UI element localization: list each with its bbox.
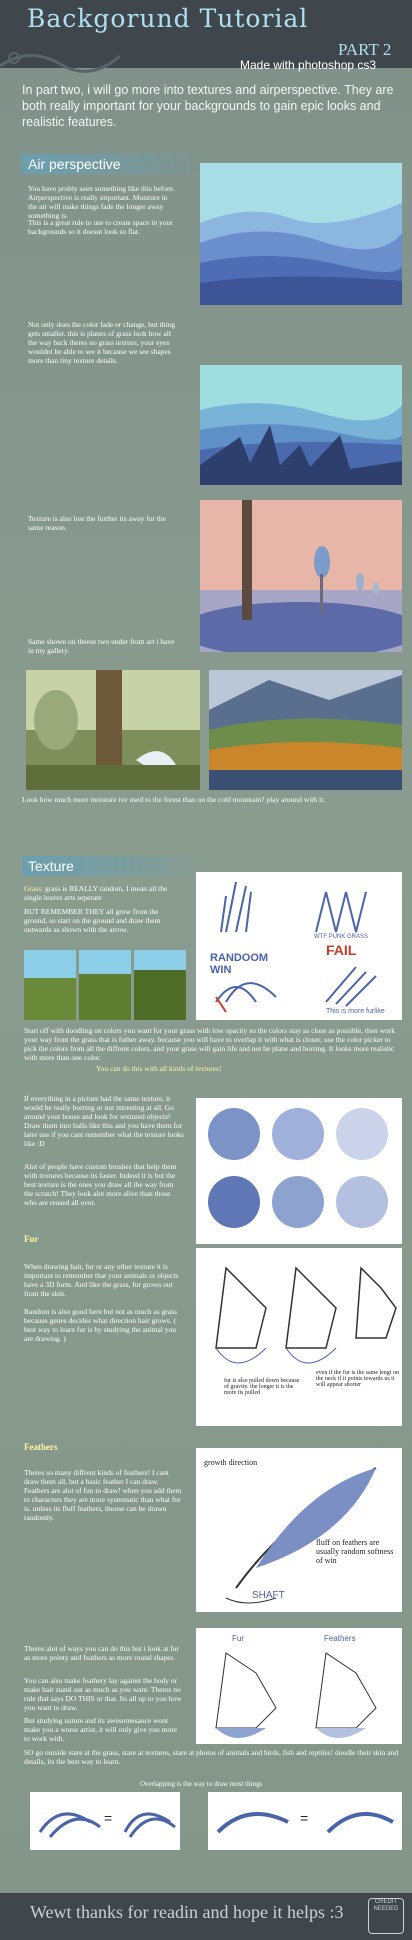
feathers-column-label: Feathers bbox=[324, 1634, 356, 1643]
grass-steps-image bbox=[24, 950, 186, 1020]
made-with-label: Made with photoshop cs3 bbox=[240, 58, 377, 72]
texture-paragraph-2: Alot of people have custom brushes that help them with textures because its faster. Indeed it is but the best texture is the ones you draw all the way from the scratch! They look alot more alive than those who are reused all over. bbox=[24, 1162, 177, 1207]
grass-paragraph-2: BUT REMEMBER THEY all grow from the ground, so start on the ground and draw them outwards as shown with the arrow. bbox=[24, 907, 161, 934]
equals-sign-1: = bbox=[104, 1810, 113, 1826]
fur-paragraph-2: Random is also good here but not as much as grass because genes decides what direction hair grows. ( best way to learn fur is by studying the animal you are drawing. ) bbox=[24, 1307, 177, 1343]
air-paragraph-3: Not only does the color fade or change, but thing gets smaller. this is planes of grass look how all the way back theres no grass texture, your eyes wouldnt be able to see it because we see shapes more than tiny texture details. bbox=[28, 320, 176, 365]
wolf-heads-drawing bbox=[196, 1248, 402, 1426]
texture-balls-panel bbox=[196, 1098, 402, 1244]
random-win-label: RANDOOM WIN bbox=[210, 952, 269, 976]
texture-heading: Texture bbox=[22, 856, 208, 876]
fur-column-label: Fur bbox=[232, 1634, 244, 1643]
overlap-fur-panel bbox=[30, 1792, 180, 1850]
fur-note-perspective: even if the fur is the same lengt on the neck if it points towards us it will appear shorter bbox=[316, 1370, 399, 1388]
credit-stamp: CREDIT NEEDED bbox=[368, 1898, 404, 1934]
fur-feathers-panel bbox=[196, 1628, 402, 1744]
fluff-label: fluff on feathers are usually random softness of win bbox=[316, 1538, 394, 1565]
furlike-label: This is more furlike bbox=[326, 1008, 385, 1015]
air-panel-trees bbox=[200, 500, 402, 652]
fur-heads-panel bbox=[196, 1248, 402, 1426]
equals-sign-2: = bbox=[300, 1810, 309, 1826]
grass-strokes-drawing bbox=[196, 872, 402, 1020]
air-paragraph-1: You have probly seen something like this before. Airperspective is really important. Moisture in the air will make things fade the longer away something is. bbox=[28, 184, 175, 220]
fur-label: Fur bbox=[24, 1234, 39, 1244]
grass-highlight: You can do this with all kinds of textures! bbox=[96, 1064, 222, 1073]
fur-paragraph-1: When drawing hair, fur or any other texture it is important to remember that your animals or objects have a 3D form. And like the grass, fur grows out from the skin. bbox=[24, 1262, 179, 1298]
texture-paragraph-1: If everything in a picture had the same texture, it would be really borring or not intresting at all. Go around your house and look for textured objects! Draw them into balls like this and you have them for later use if you cant remember what the texture looks like :D bbox=[24, 1094, 184, 1148]
grass-paragraph-1: : grass is REALLY random, I mean all the single leaves arts seperate bbox=[24, 884, 168, 902]
grass-intro bbox=[24, 884, 174, 902]
feather-panel bbox=[196, 1448, 402, 1612]
compare-paragraph-4: SO go outside stare at the grass, stare at textures, stare at photos of animals and birds, fish and reptiles! doodle their skin and details, its the best way to learn. bbox=[24, 1748, 399, 1766]
compare-paragraph-1: Theres alot of ways you can do this but i look at fur as more pointy and feathers as more round shapes. bbox=[24, 1644, 179, 1662]
grass-examples-panel bbox=[196, 872, 402, 1020]
fur-note-gravity: fur is also pulled down because of gravity. the longer it is the more its pulled bbox=[224, 1378, 300, 1396]
swirl-ornament bbox=[0, 46, 120, 76]
air-paragraph-4: Texture is also lost the further its away for the same reason. bbox=[28, 514, 166, 532]
compare-paragraph-2: You can also make feathery lay against the body or make hair stand out as much as you want. Theres no rule that says DO THIS or that. Its all up to you how you want to draw. bbox=[24, 1676, 182, 1712]
fur-feathers-heads-drawing bbox=[196, 1628, 402, 1744]
growth-direction-label: growth direction bbox=[204, 1458, 258, 1467]
mountain-artwork bbox=[209, 670, 402, 790]
fail-label: FAIL bbox=[326, 942, 357, 958]
feathers-label: Feathers bbox=[24, 1442, 58, 1452]
feathers-paragraph-1: Theres so many diffrent kinds of feathers! I cant draw them all, but a basic feather I can draw. Feathers are alot of fun to draw! when you add them to characters they are more systematic than what fur is. unless its fluff feathers, thoose can be drawn randomly. bbox=[24, 1468, 182, 1522]
forest-artwork bbox=[26, 670, 200, 790]
air-perspective-heading: Air perspective bbox=[22, 154, 208, 174]
air-panel-mountains bbox=[200, 163, 402, 305]
feather-drawing bbox=[196, 1448, 402, 1612]
page-title: Backgorund Tutorial bbox=[27, 4, 309, 33]
overlap-caption: Overlapping is the way to draw most things bbox=[140, 1780, 263, 1788]
shaft-label: SHAFT bbox=[252, 1590, 285, 1601]
compare-paragraph-3: But studying nature and its awesomesauce wont make you a worse artist, it will only give you more to work with. bbox=[24, 1716, 178, 1743]
air-paragraph-2: This is a great rule to use to create space in your backgrounds so it doesnt look so flat. bbox=[28, 218, 173, 236]
grass-label: Grass bbox=[24, 884, 42, 893]
wtf-grass-label: WTF PUNK GRASS bbox=[314, 934, 369, 940]
air-paragraph-6: Look how much more moisture ive used to the forest than on the cold mountain? play around with it. bbox=[22, 795, 326, 804]
footer-thanks: Wewt thanks for readin and hope it helps :3 bbox=[30, 1902, 344, 1922]
air-paragraph-5: Same shown on theese two under from art i have in my gallery. bbox=[28, 637, 175, 655]
grass-paragraph-3: Start off with doodling on colors you want for your grass with low opacity so the colors stay as close as possible, then work your way from the grass that is futher away. because you will have to overlap it with what is closer, use the color picker to pick the colors from all the diffrent colors, and your grass will gain life and not be plane and borring. It looks more realistic with more than one color. bbox=[24, 1026, 396, 1062]
overlap-feather-panel bbox=[208, 1792, 402, 1850]
air-panel-grass bbox=[200, 365, 402, 485]
intro-text: In part two, i will go more into textures and airperspective. They are both really important for your backgrounds to gain epic looks and realistic features. bbox=[22, 83, 394, 129]
part-label: PART 2 bbox=[338, 40, 392, 59]
